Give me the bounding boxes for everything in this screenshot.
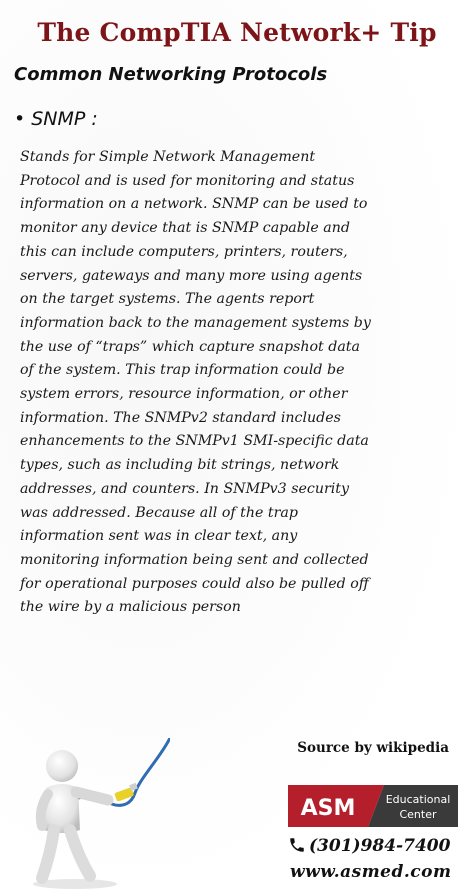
description-line: types, such as including bit strings, network	[20, 457, 340, 474]
description-line: monitoring information being sent and collected	[20, 551, 369, 568]
description-line: enhancements to the SNMPv1 SMI-specific data	[20, 433, 369, 450]
source-credit: Source by wikipedia	[297, 740, 449, 756]
contact-phone[interactable]	[288, 836, 450, 856]
description-line: information on a network. SNMP can be used to	[20, 196, 368, 213]
description-line: monitor any device that is SNMP capable and	[20, 220, 350, 237]
description-line: addresses, and counters. In SNMPv3 security	[20, 480, 349, 497]
page-subtitle: Common Networking Protocols	[14, 64, 328, 85]
description-line: Stands for Simple Network Management	[20, 149, 316, 165]
description-line: the use of “traps” which capture snapshot data	[20, 338, 360, 355]
asm-logo	[288, 785, 458, 827]
description-line: for operational purposes could also be pulled off	[20, 575, 369, 592]
description-line: of the system. This trap information could be	[20, 362, 345, 379]
phone-number: (301)984-7400	[309, 836, 451, 856]
description-line: information. The SNMPv2 standard includes	[20, 409, 341, 426]
description-line: servers, gateways and many more using agents	[20, 267, 363, 284]
description-line: system errors, resource information, or other	[20, 386, 348, 403]
description-line: the wire by a malicious person	[20, 599, 241, 616]
phone-icon	[288, 836, 306, 854]
protocol-description	[20, 146, 468, 620]
logo-line2: Center	[399, 808, 437, 821]
figure-with-cable-illustration	[20, 738, 170, 890]
description-line: this can include computers, printers, routers,	[20, 243, 348, 260]
description-line: Protocol and is used for monitoring and status	[20, 172, 355, 189]
protocol-heading: • SNMP :	[14, 108, 98, 130]
description-line: information sent was in clear text, any	[20, 528, 298, 545]
page-title: The CompTIA Network+ Tip	[37, 18, 437, 47]
description-line: was addressed. Because all of the trap	[20, 504, 298, 521]
website-link[interactable]: www.asmed.com	[290, 862, 452, 882]
logo-brand: ASM	[300, 796, 356, 821]
logo-line1: Educational	[385, 793, 451, 806]
description-line: on the target systems. The agents report	[20, 291, 315, 308]
description-line: information back to the management systems by	[20, 314, 371, 331]
